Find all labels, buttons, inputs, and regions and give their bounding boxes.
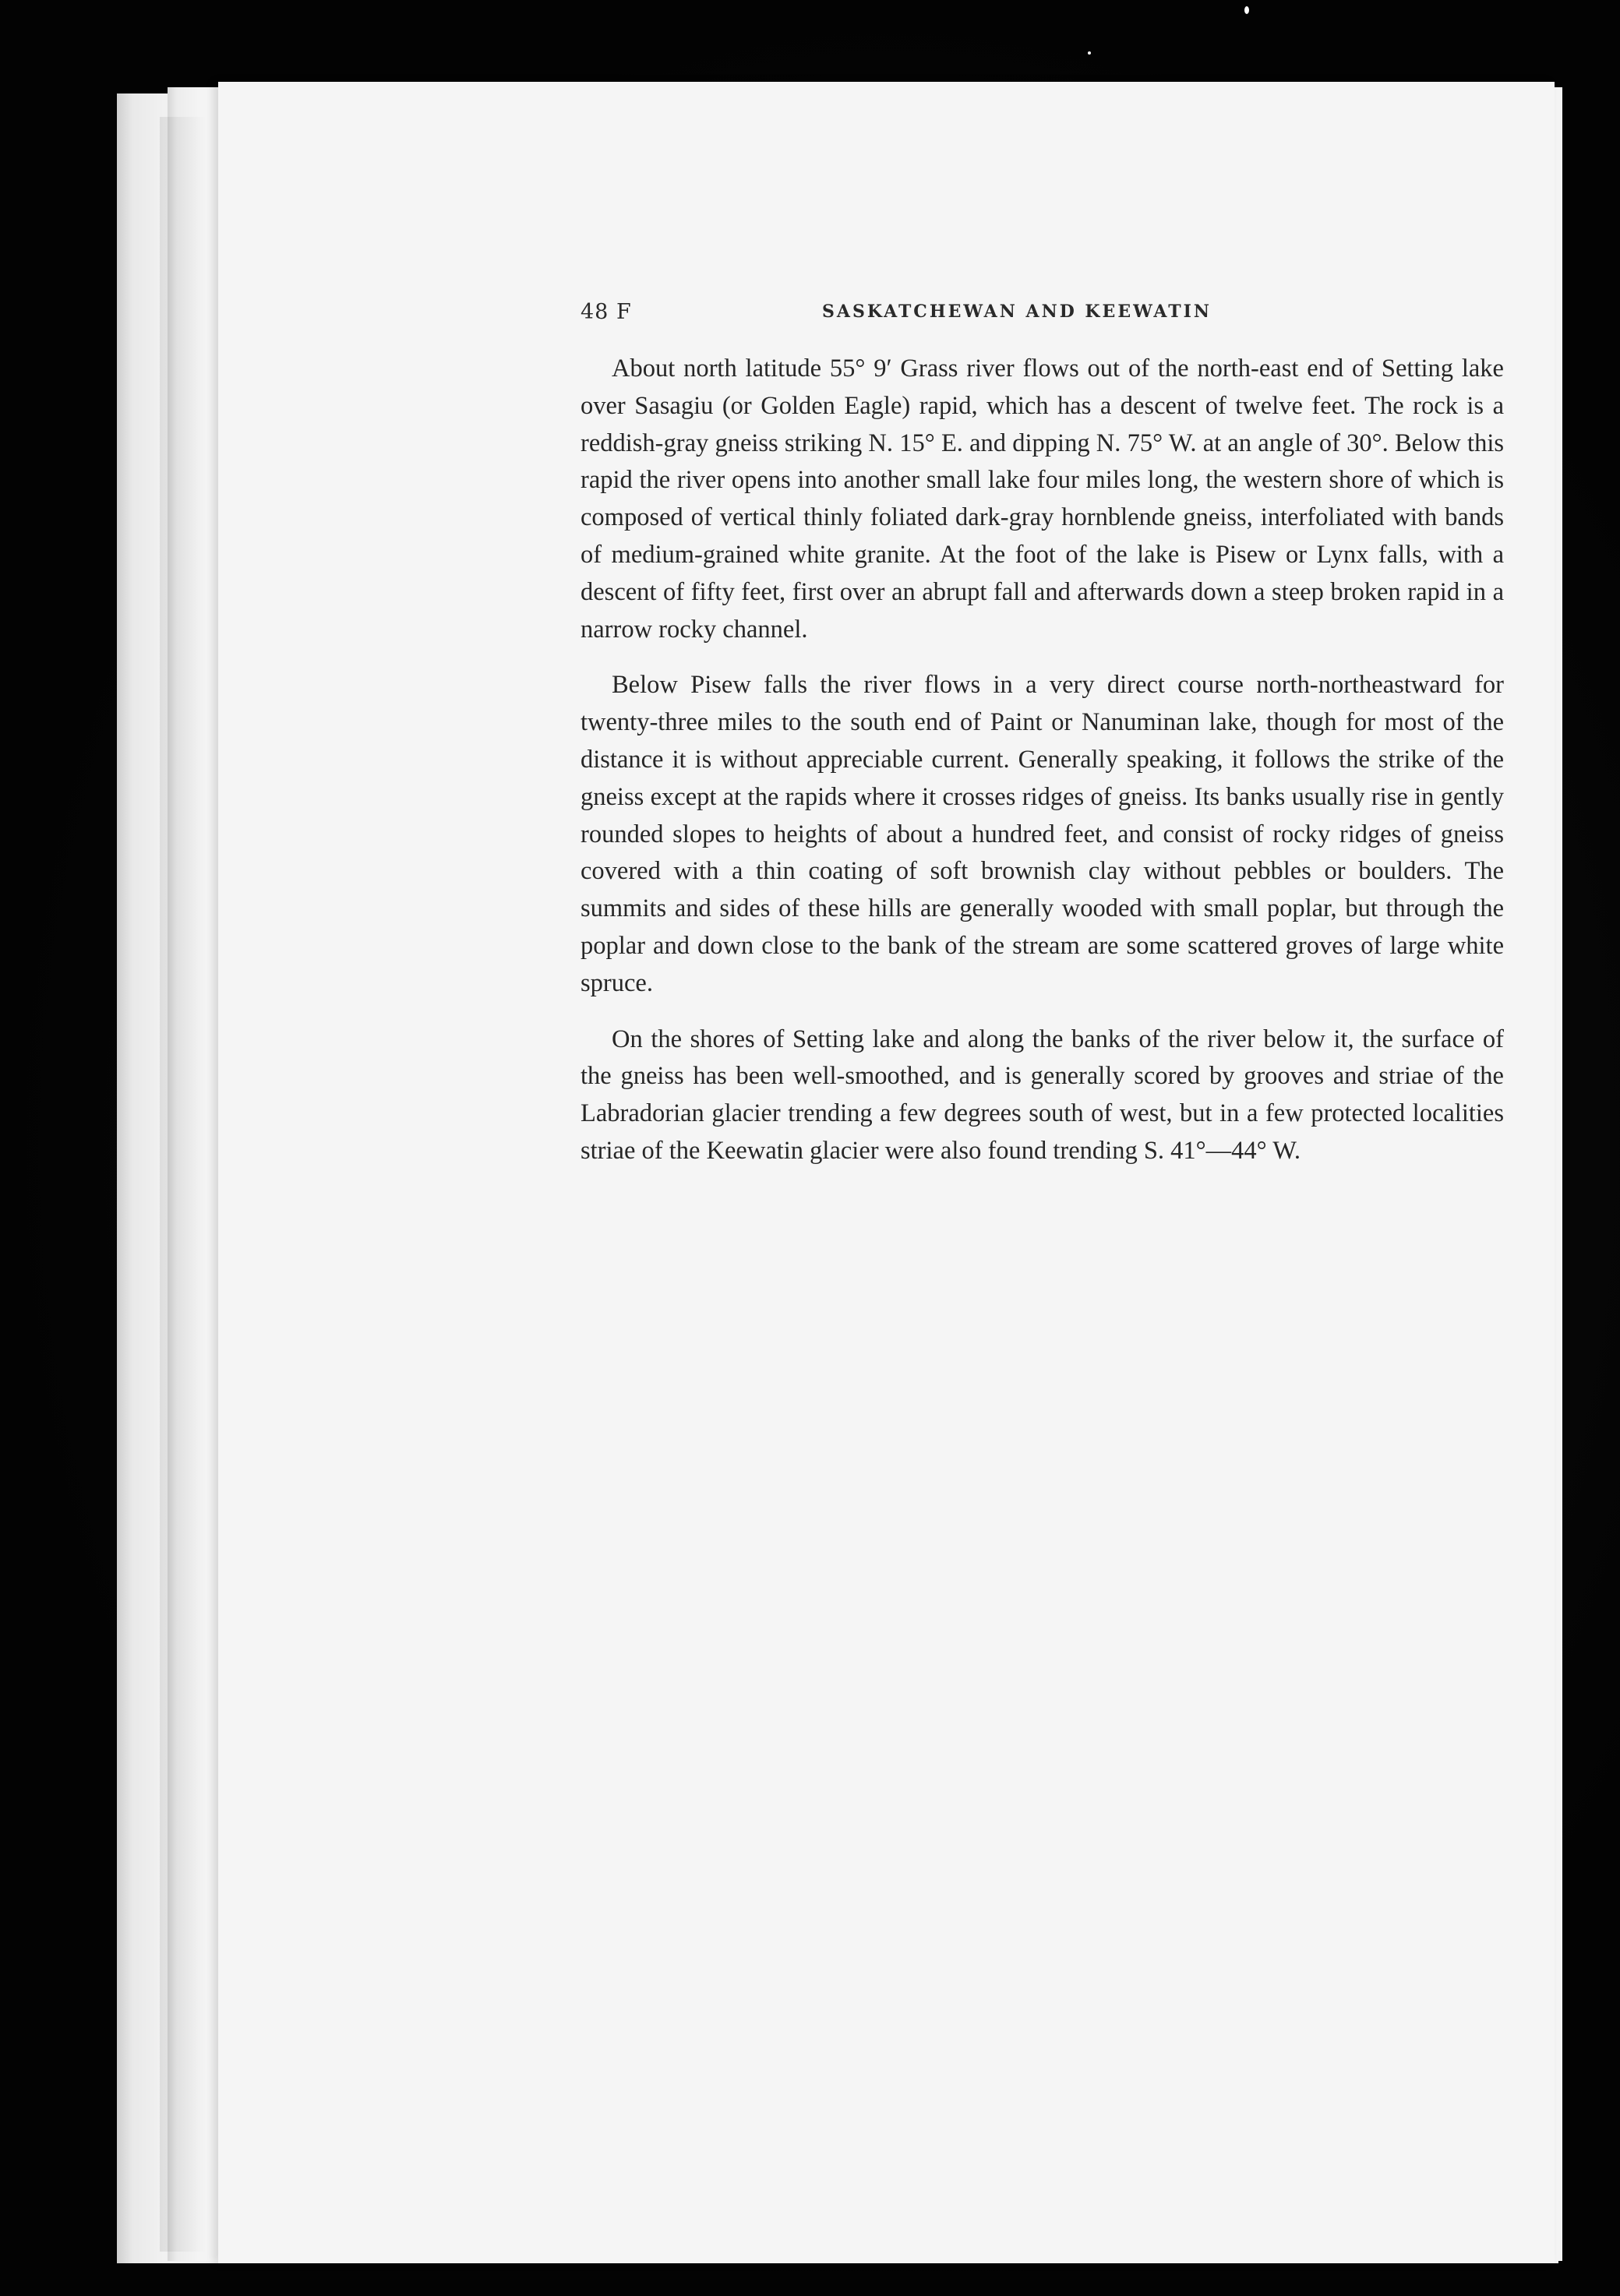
scan-speck xyxy=(1244,6,1249,14)
paragraph: Below Pisew falls the river flows in a very direct course north-northeastward for twenty-three miles to the south end of Paint or Nanuminan lake, though for most of the distance it is without appreciable current. Generally speaking, it follows the strike of the gneiss except at the rapids where it crosses ridges of gneiss. Its banks usually rise in gently rounded slopes to heights of about a hundred feet, and consist of rocky ridges of gneiss covered with a thin coating of soft brownish clay without pebbles or boulders. The summits and sides of these hills are generally wooded with small poplar, but through the poplar and down close to the bank of the stream are some scattered groves of large white spruce. xyxy=(581,671,1504,997)
paragraph: About north latitude 55° 9′ Grass river flows out of the north-east end of Setting lake over Sasagiu (or Golden Eagle) rapid, which has a descent of twelve feet. The rock is a reddish-gray gneiss striking N. 15° E. and dipping N. 75° W. at an angle of 30°. Below this rapid the river opens into another small lake four miles long, the western shore of which is composed of vertical thinly foliated dark-gray hornblende gneiss, interfoliated with bands of medium-grained white granite. At the foot of the lake is Pisew or Lynx falls, with a descent of fifty feet, first over an abrupt fall and afterwards down a steep broken rapid in a narrow rocky channel. xyxy=(581,354,1504,644)
scan-speck xyxy=(1088,51,1091,55)
paragraph: On the shores of Setting lake and along the banks of the river below it, the surface of the gneiss has been well-smoothed, and is generally scored by grooves and striae of the Labradorian glacier trending a few degrees south of west, but in a few protected localities striae of the Keewatin glacier were also found trending S. 41°—44° W. xyxy=(581,1025,1504,1165)
running-title: SASKATCHEWAN AND KEEWATIN xyxy=(822,302,1212,322)
running-header xyxy=(581,300,1500,331)
body-text xyxy=(581,351,1504,1189)
binding-gutter-shadow xyxy=(160,117,206,2252)
page-number: 48 F xyxy=(581,300,632,324)
